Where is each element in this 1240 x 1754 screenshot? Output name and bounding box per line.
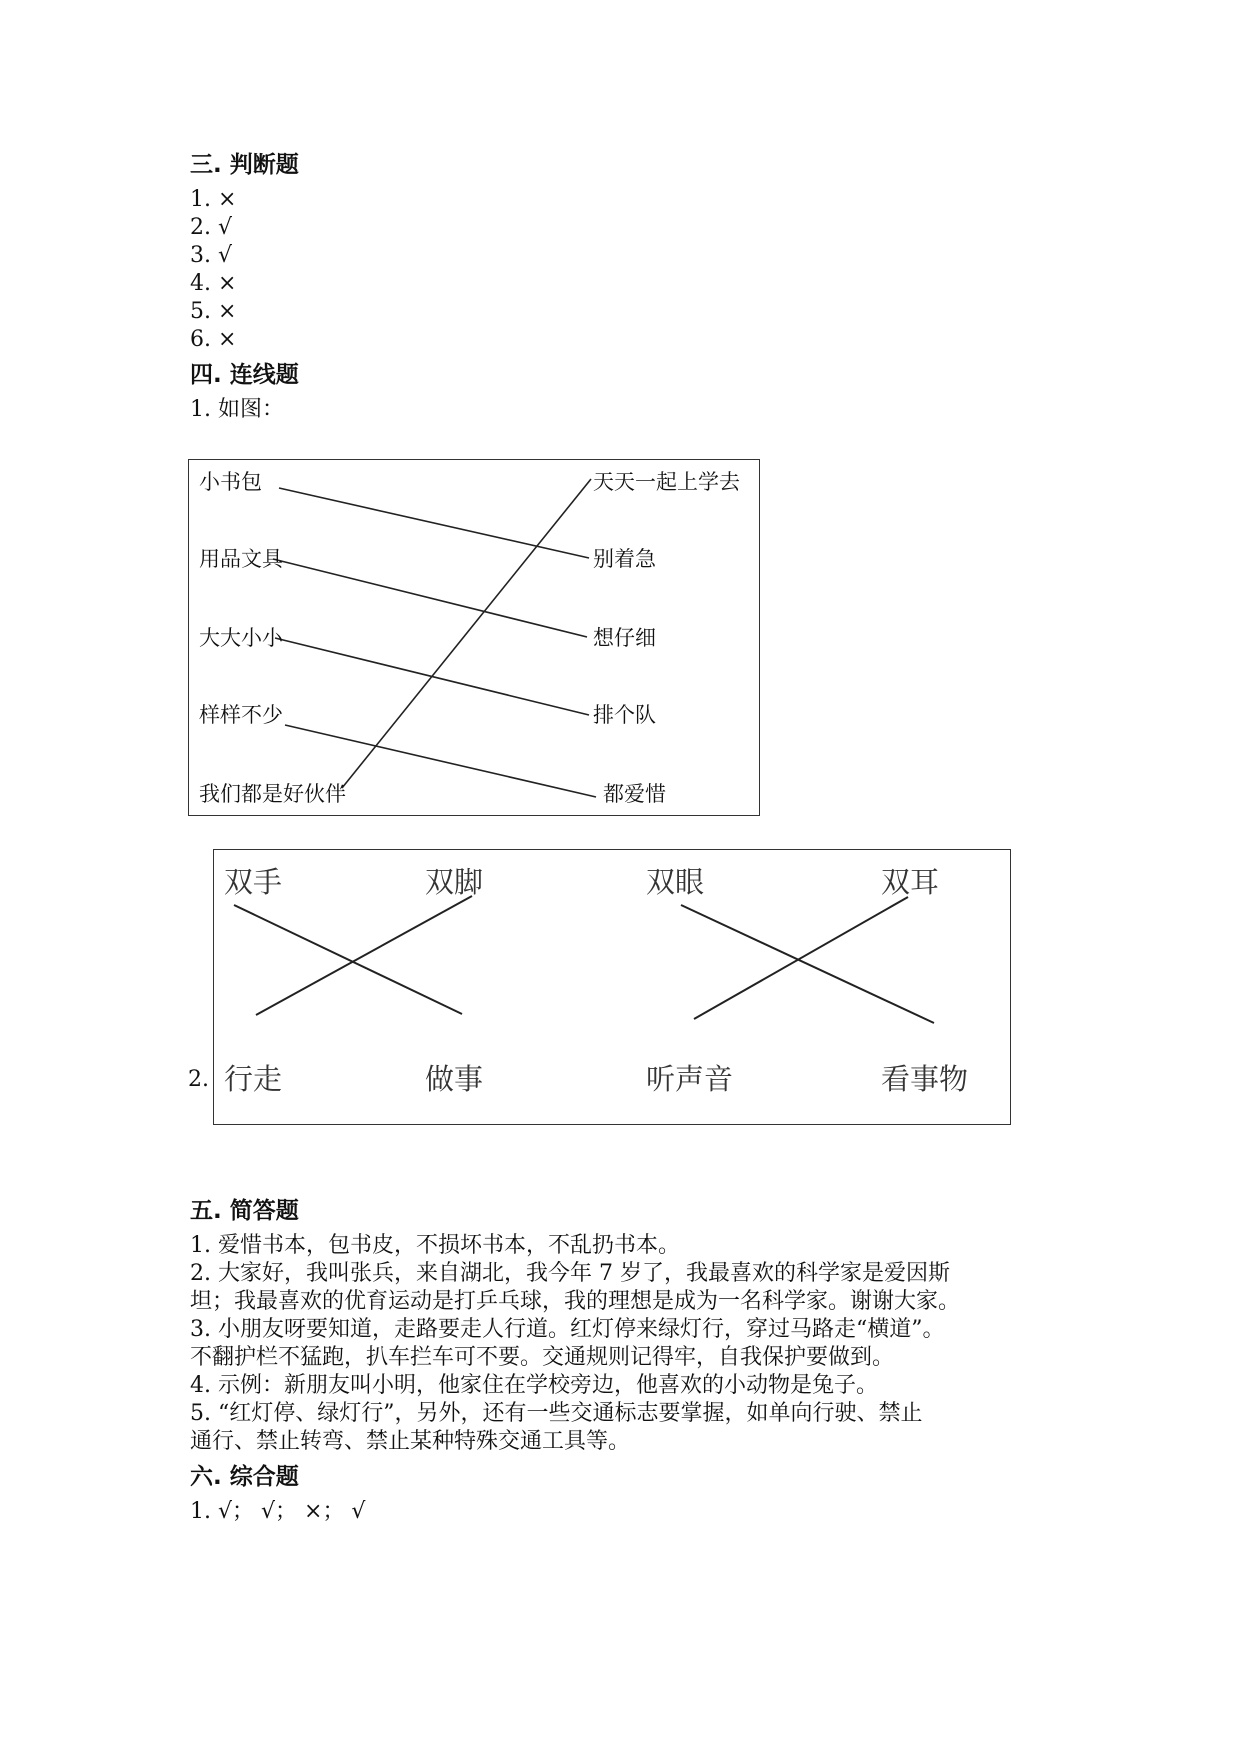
top-item-eyes: 双眼	[646, 865, 705, 899]
answer-line: 不翻护栏不猛跑，扒车拦车可不要。交通规则记得牢，自我保护要做到。	[190, 1345, 895, 1370]
section-4-heading: 四. 连线题	[190, 362, 299, 388]
bottom-item-walk: 行走	[224, 1062, 283, 1096]
matching-q1-label: 1. 如图：	[190, 397, 284, 422]
top-item-hands: 双手	[224, 865, 283, 899]
right-item-2: 别着急	[593, 547, 656, 571]
connector-line	[273, 559, 587, 637]
left-item-3: 大大小小	[199, 626, 283, 650]
left-item-5: 我们都是好伙伴	[199, 782, 346, 806]
bottom-item-work: 做事	[425, 1062, 484, 1096]
matching-q2-label: 2.	[188, 1067, 209, 1092]
comprehensive-answer: 1. √； √； ×； √	[190, 1499, 366, 1524]
left-item-2: 用品文具	[199, 547, 283, 571]
connector-line	[256, 896, 472, 1015]
answer-line: 4. 示例：新朋友叫小明，他家住在学校旁边，他喜欢的小动物是兔子。	[190, 1373, 878, 1398]
matching-diagram-2	[213, 849, 1011, 1125]
section-6-heading: 六. 综合题	[190, 1464, 299, 1490]
judge-answer-4: 4. ×	[190, 271, 237, 296]
top-item-feet: 双脚	[425, 865, 484, 899]
top-item-ears: 双耳	[881, 865, 940, 899]
connector-line	[342, 479, 591, 788]
section-5-heading: 五. 简答题	[190, 1198, 299, 1224]
section-3-heading: 三. 判断题	[190, 152, 299, 178]
answer-line: 通行、禁止转弯、禁止某种特殊交通工具等。	[190, 1429, 631, 1454]
matching-diagram-1	[188, 459, 760, 816]
right-item-3: 想仔细	[593, 626, 656, 650]
judge-answer-6: 6. ×	[190, 327, 237, 352]
left-item-1: 小书包	[199, 470, 262, 494]
judge-answer-2: 2. √	[190, 215, 233, 240]
answer-line: 3. 小朋友呀要知道，走路要走人行道。红灯停来绿灯行，穿过马路走“横道”。	[190, 1317, 945, 1342]
right-item-5: 都爱惜	[603, 782, 666, 806]
answer-line: 5. “红灯停、绿灯行”，另外，还有一些交通标志要掌握，如单向行驶、禁止	[190, 1401, 923, 1426]
judge-answer-3: 3. √	[190, 243, 233, 268]
bottom-item-hear: 听声音	[646, 1062, 734, 1096]
connector-line	[694, 897, 908, 1019]
left-item-4: 样样不少	[199, 703, 283, 727]
answer-line: 2. 大家好，我叫张兵，来自湖北，我今年 7 岁了，我最喜欢的科学家是爱因斯	[190, 1261, 950, 1286]
connector-line	[279, 488, 589, 558]
answer-line: 坦；我最喜欢的优育运动是打乒乓球，我的理想是成为一名科学家。谢谢大家。	[190, 1289, 961, 1314]
bottom-item-see: 看事物	[881, 1062, 969, 1096]
right-item-1: 天天一起上学去	[593, 470, 740, 494]
right-item-4: 排个队	[593, 703, 656, 727]
answer-line: 1. 爱惜书本，包书皮，不损坏书本，不乱扔书本。	[190, 1233, 680, 1258]
short-answer-block	[190, 1232, 1080, 1456]
judge-answer-1: 1. ×	[190, 187, 237, 212]
judge-answer-5: 5. ×	[190, 299, 237, 324]
